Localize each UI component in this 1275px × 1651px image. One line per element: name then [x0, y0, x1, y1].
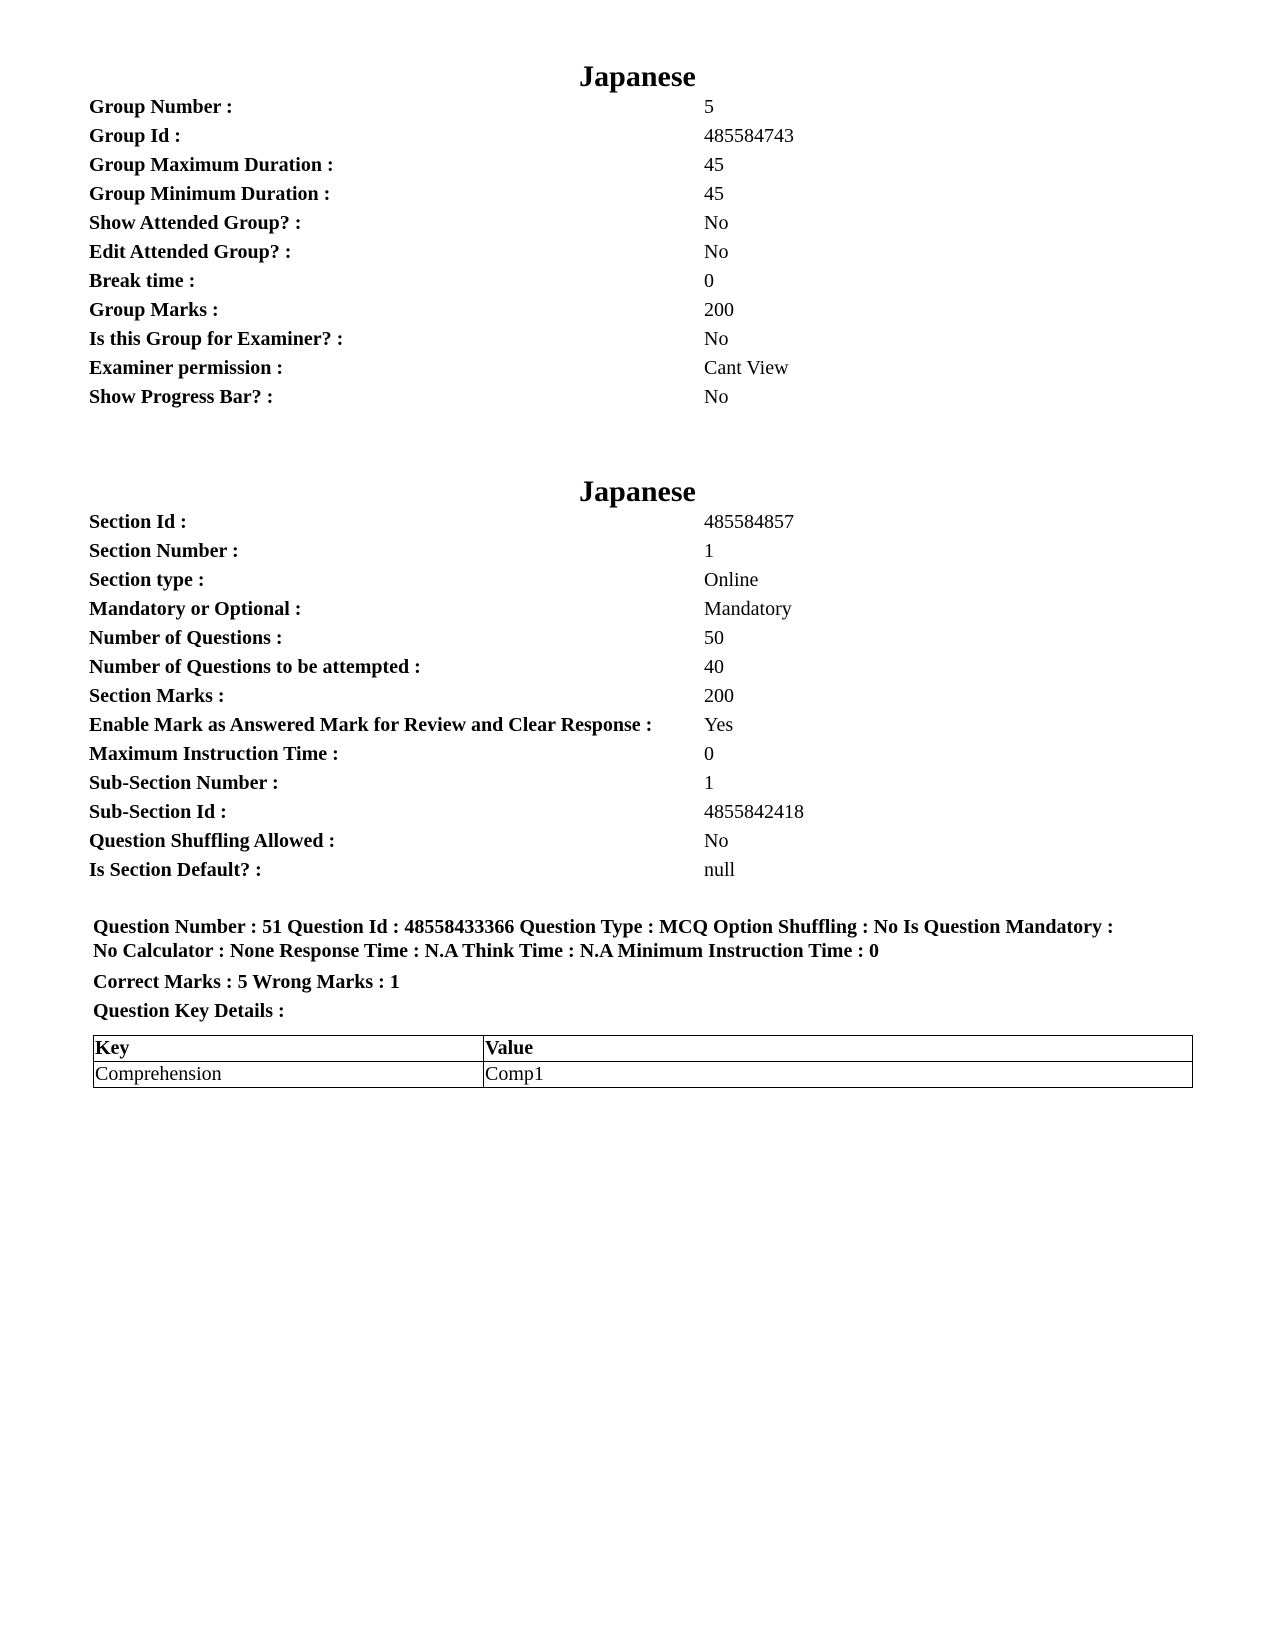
question-key-table: [93, 1035, 1193, 1088]
field-value: 1: [704, 772, 714, 794]
field-value: Cant View: [704, 357, 789, 379]
field-label: Number of Questions :: [89, 627, 283, 649]
field-label: Is Section Default? :: [89, 859, 262, 881]
question-marks: Correct Marks : 5 Wrong Marks : 1: [93, 971, 400, 993]
show-progress-bar-row: [89, 383, 1189, 412]
field-value: 200: [704, 685, 734, 707]
examiner-permission-row: [89, 354, 1189, 383]
field-label: Group Minimum Duration :: [89, 183, 331, 205]
section-default-row: [89, 856, 1189, 885]
question-meta: [93, 915, 1203, 963]
field-label: Maximum Instruction Time :: [89, 743, 339, 765]
field-value: 45: [704, 183, 724, 205]
group-details: [89, 93, 1189, 412]
field-label: Group Maximum Duration :: [89, 154, 334, 176]
field-label: Enable Mark as Answered Mark for Review and Clear Response :: [89, 714, 653, 736]
field-label: Number of Questions to be attempted :: [89, 656, 421, 678]
field-value: 0: [704, 743, 714, 765]
group-number-row: [89, 93, 1189, 122]
field-value: 1: [704, 540, 714, 562]
question-shuffling-row: [89, 827, 1189, 856]
number-of-questions-row: [89, 624, 1189, 653]
field-value: 50: [704, 627, 724, 649]
field-label: Sub-Section Number :: [89, 772, 279, 794]
group-max-duration-row: [89, 151, 1189, 180]
field-value: 0: [704, 270, 714, 292]
enable-mark-review-row: [89, 711, 1189, 740]
table-header-row: [94, 1036, 1193, 1062]
key-column-header: Key: [94, 1036, 484, 1062]
field-label: Section type :: [89, 569, 205, 591]
field-label: Group Number :: [89, 96, 233, 118]
group-title: Japanese: [579, 60, 696, 93]
section-number-row: [89, 537, 1189, 566]
field-label: Sub-Section Id :: [89, 801, 227, 823]
field-value: 485584743: [704, 125, 794, 147]
section-details: [89, 508, 1189, 885]
sub-section-number-row: [89, 769, 1189, 798]
field-value: 200: [704, 299, 734, 321]
field-value: Online: [704, 569, 759, 591]
field-label: Group Marks :: [89, 299, 219, 321]
question-meta-line-1: Question Number : 51 Question Id : 48558433366 Question Type : MCQ Option Shuffling : No Is Question Mandatory :: [93, 916, 1114, 938]
field-value: Yes: [704, 714, 734, 736]
max-instruction-time-row: [89, 740, 1189, 769]
section-marks-row: [89, 682, 1189, 711]
field-label: Show Progress Bar? :: [89, 386, 274, 408]
value-column-header: Value: [484, 1036, 1193, 1062]
field-value: 5: [704, 96, 714, 118]
field-value: 40: [704, 656, 724, 678]
sub-section-id-row: [89, 798, 1189, 827]
field-value: No: [704, 328, 729, 350]
field-label: Examiner permission :: [89, 357, 284, 379]
section-id-row: [89, 508, 1189, 537]
field-label: Section Number :: [89, 540, 239, 562]
field-value: No: [704, 212, 729, 234]
field-label: Mandatory or Optional :: [89, 598, 302, 620]
section-type-row: [89, 566, 1189, 595]
field-value: Mandatory: [704, 598, 792, 620]
field-value: No: [704, 830, 729, 852]
field-value: 45: [704, 154, 724, 176]
break-time-row: [89, 267, 1189, 296]
edit-attended-group-row: [89, 238, 1189, 267]
group-min-duration-row: [89, 180, 1189, 209]
group-marks-row: [89, 296, 1189, 325]
table-cell-key: Comprehension: [94, 1062, 484, 1088]
field-label: Edit Attended Group? :: [89, 241, 292, 263]
mandatory-optional-row: [89, 595, 1189, 624]
field-label: Section Marks :: [89, 685, 225, 707]
field-value: 4855842418: [704, 801, 804, 823]
group-for-examiner-row: [89, 325, 1189, 354]
question-key-details-label: Question Key Details :: [93, 1000, 285, 1022]
table-row: [94, 1062, 1193, 1088]
question-meta-line-2: No Calculator : None Response Time : N.A Think Time : N.A Minimum Instruction Time : 0: [93, 940, 879, 962]
show-attended-group-row: [89, 209, 1189, 238]
field-label: Question Shuffling Allowed :: [89, 830, 336, 852]
group-id-row: [89, 122, 1189, 151]
field-value: No: [704, 241, 729, 263]
section-title: Japanese: [579, 475, 696, 508]
field-value: 485584857: [704, 511, 794, 533]
field-label: Is this Group for Examiner? :: [89, 328, 344, 350]
field-label: Break time :: [89, 270, 196, 292]
questions-to-attempt-row: [89, 653, 1189, 682]
field-label: Group Id :: [89, 125, 181, 147]
field-label: Show Attended Group? :: [89, 212, 302, 234]
field-value: null: [704, 859, 736, 881]
field-value: No: [704, 386, 729, 408]
table-cell-value: Comp1: [484, 1062, 1193, 1088]
field-label: Section Id :: [89, 511, 187, 533]
